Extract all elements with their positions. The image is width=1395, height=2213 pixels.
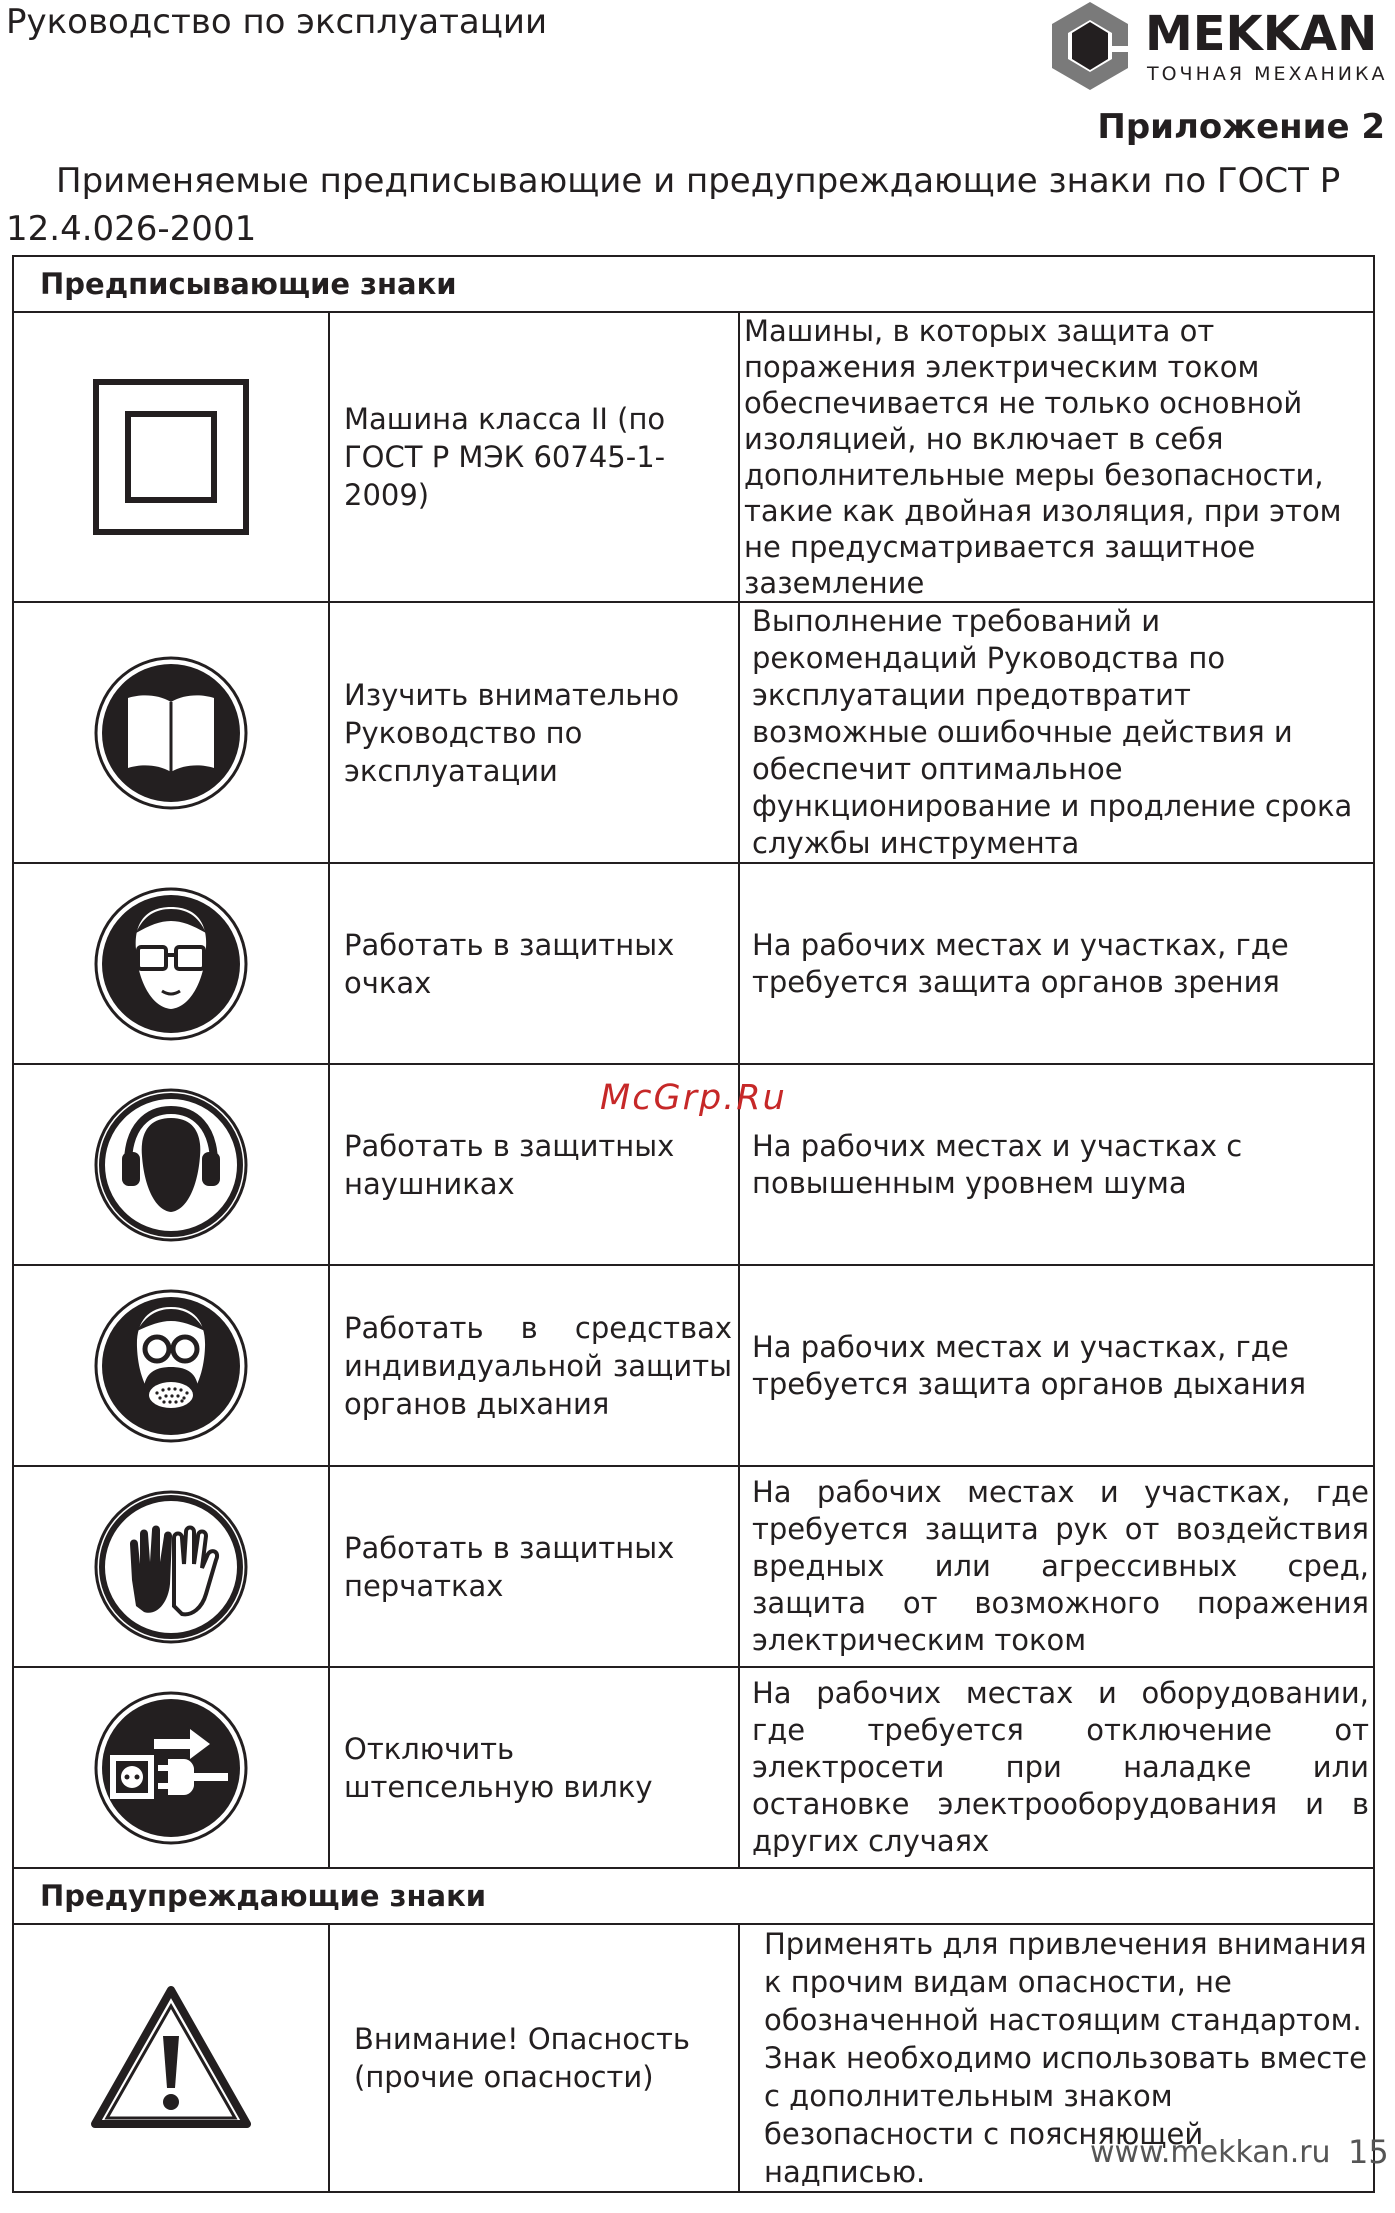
intro-heading: Применяемые предписывающие и предупреждающие знаки по ГОСТ Р 12.4.026-2001 [6, 161, 1341, 249]
watermark: McGrp.Ru [600, 1078, 787, 1118]
svg-text:ТОЧНАЯ МЕХАНИКА: ТОЧНАЯ МЕХАНИКА [1147, 63, 1388, 85]
sign-description: На рабочих местах и участках с повышенным уровнем шума [739, 1064, 1374, 1265]
svg-text:MEKKAN: MEKKAN [1145, 6, 1378, 62]
section-title-mandatory: Предписывающие знаки [13, 256, 1374, 312]
sign-name: Работать в средствах индивидуальной защиты органов дыхания [329, 1265, 739, 1466]
sign-name: Отключить штепсельную вилку [329, 1667, 739, 1868]
page-number: 15 [1348, 2133, 1389, 2171]
sign-name: Работать в защитных очках [329, 863, 739, 1064]
table-row [13, 312, 1374, 602]
sign-description: Выполнение требований и рекомендаций Руководства по эксплуатации предотвратит возможные ошибочные действия и обеспечит оптимальное функционирование и продление срока службы инструмента [739, 602, 1374, 863]
footer-url[interactable]: www.mekkan.ru [1090, 2135, 1331, 2170]
sign-name: Машина класса II (по ГОСТ Р МЭК 60745-1-2009) [329, 312, 739, 602]
warning-triangle-icon [89, 1984, 253, 2132]
class-ii-square-icon [91, 377, 251, 537]
ear-protection-icon [92, 1086, 250, 1244]
unplug-icon [92, 1689, 250, 1847]
sign-name: Изучить внимательно Руководство по эксплуатации [329, 602, 739, 863]
sign-name: Работать в защитных перчатках [329, 1466, 739, 1667]
table-row [13, 1265, 1374, 1466]
respirator-icon [92, 1287, 250, 1445]
sign-description: На рабочих местах и участках, где требуется защита органов дыхания [739, 1265, 1374, 1466]
sign-description: На рабочих местах и участках, где требуется защита органов зрения [739, 863, 1374, 1064]
sign-name: Внимание! Опасность (прочие опасности) [329, 1924, 739, 2192]
section-row-mandatory [13, 256, 1374, 312]
page-header-title: Руководство по эксплуатации [6, 2, 548, 42]
section-title-warning: Предупреждающие знаки [13, 1868, 1374, 1924]
sign-description: Применять для привлечения внимания к прочим видам опасности, не обозначенной настоящим стандартом. Знак необходимо использовать вместе с дополнительным знаком безопасности с поясняющей надписью. [739, 1924, 1374, 2192]
section-row-warning [13, 1868, 1374, 1924]
mekkan-logo [1050, 0, 1390, 92]
table-row [13, 863, 1374, 1064]
table-row [13, 1466, 1374, 1667]
appendix-label: Приложение 2 [1097, 107, 1385, 147]
safety-glasses-icon [92, 885, 250, 1043]
table-row [13, 602, 1374, 863]
gloves-icon [92, 1488, 250, 1646]
sign-description: На рабочих местах и участках, где требуется защита рук от воздействия вредных или агрессивных сред, защита от возможного поражения электрическим током [739, 1466, 1374, 1667]
signs-table [12, 255, 1375, 2193]
sign-name: Работать в защитных наушниках [329, 1064, 739, 1265]
sign-description: На рабочих местах и оборудовании, где требуется отключение от электросети при наладке или остановке электрооборудования и в других случаях [739, 1667, 1374, 1868]
table-row [13, 1667, 1374, 1868]
sign-description: Машины, в которых защита от поражения электрическим током обеспечивается не только основной изоляцией, но включает в себя дополнительные меры безопасности, такие как двойная изоляция, при этом не предусматривается защитное заземление [739, 312, 1374, 602]
read-manual-icon [92, 654, 250, 812]
